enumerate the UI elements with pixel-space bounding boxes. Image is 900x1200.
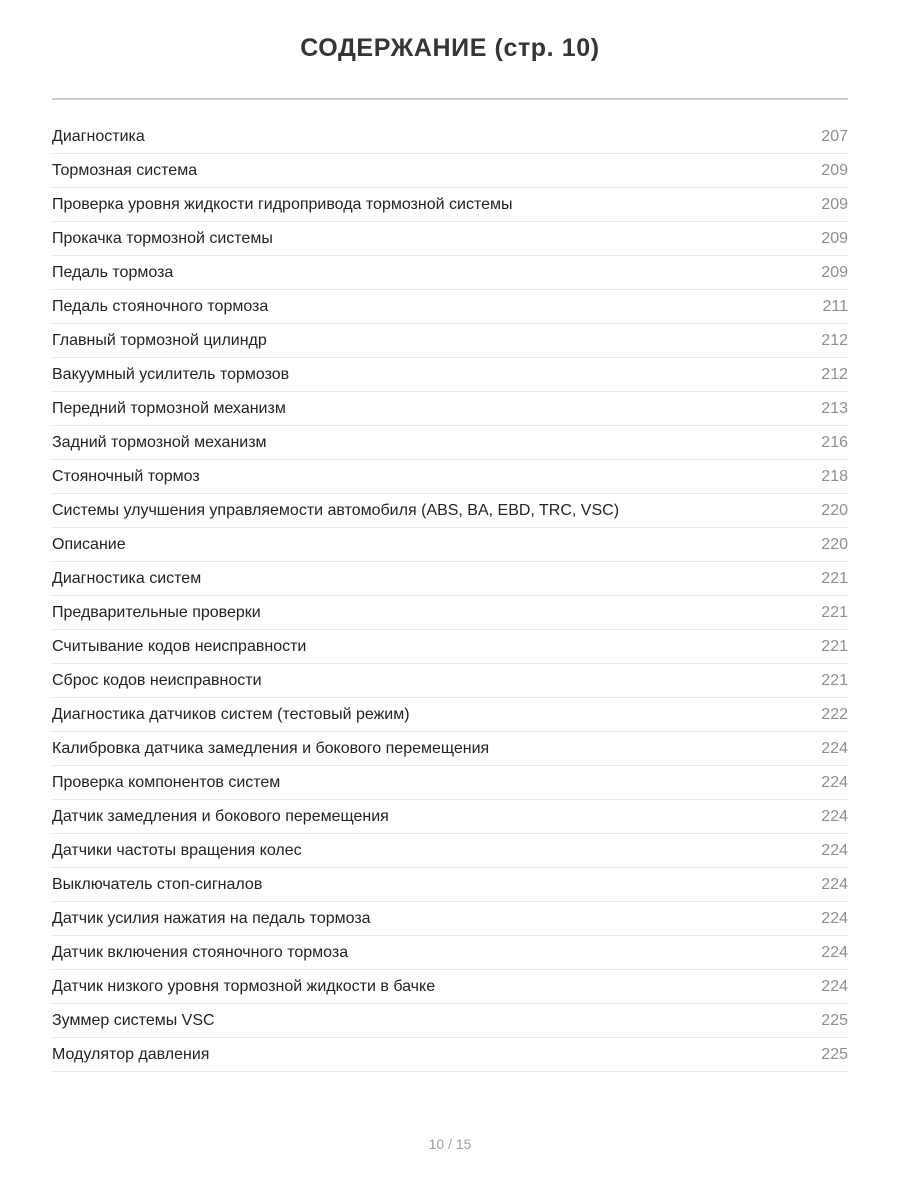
toc-entry-label: Калибровка датчика замедления и бокового перемещения [52, 739, 490, 757]
toc-row[interactable] [52, 290, 848, 324]
toc-row[interactable] [52, 188, 848, 222]
toc-entry-label: Тормозная система [52, 161, 198, 179]
toc-row[interactable] [52, 596, 848, 630]
toc-entry-label: Передний тормозной механизм [52, 399, 286, 417]
toc-row[interactable] [52, 698, 848, 732]
toc-entry-page: 213 [821, 399, 848, 417]
toc-entry-page: 220 [821, 535, 848, 553]
page-indicator: 10 / 15 [428, 1136, 472, 1152]
toc-entry-label: Сброс кодов неисправности [52, 671, 262, 689]
toc-row[interactable] [52, 936, 848, 970]
toc-entry-label: Датчик включения стояночного тормоза [52, 943, 349, 961]
toc-entry-page: 212 [821, 331, 848, 349]
toc-entry-page: 224 [821, 807, 848, 825]
toc-entry-label: Диагностика [52, 127, 145, 145]
title-divider [52, 98, 848, 100]
toc-entry-page: 209 [821, 161, 848, 179]
toc-entry-label: Выключатель стоп-сигналов [52, 875, 263, 893]
toc-entry-label: Описание [52, 535, 126, 553]
toc-entry-label: Датчик низкого уровня тормозной жидкости в бачке [52, 977, 436, 995]
toc-entry-page: 209 [821, 195, 848, 213]
toc-entry-label: Датчик усилия нажатия на педаль тормоза [52, 909, 371, 927]
toc-entry-label: Проверка компонентов систем [52, 773, 281, 791]
toc-row[interactable] [52, 902, 848, 936]
toc-entry-label: Диагностика датчиков систем (тестовый режим) [52, 705, 410, 723]
toc-row[interactable] [52, 766, 848, 800]
toc-entry-label: Модулятор давления [52, 1045, 210, 1063]
toc-entry-page: 224 [821, 773, 848, 791]
toc-row[interactable] [52, 358, 848, 392]
toc-entry-page: 224 [821, 841, 848, 859]
toc-entry-label: Датчики частоты вращения колес [52, 841, 302, 859]
toc-entry-label: Датчик замедления и бокового перемещения [52, 807, 389, 825]
toc-entry-label: Педаль тормоза [52, 263, 174, 281]
toc-entry-page: 224 [821, 977, 848, 995]
toc-entry-page: 224 [821, 943, 848, 961]
toc-row[interactable] [52, 256, 848, 290]
toc-row[interactable] [52, 426, 848, 460]
page-title: СОДЕРЖАНИЕ (стр. 10) [300, 34, 600, 62]
toc-entry-label: Считывание кодов неисправности [52, 637, 307, 655]
toc-entry-page: 221 [821, 569, 848, 587]
toc-entry-page: 209 [821, 263, 848, 281]
toc-entry-label: Задний тормозной механизм [52, 433, 267, 451]
toc-entry-page: 221 [821, 603, 848, 621]
toc-row[interactable] [52, 800, 848, 834]
toc-row[interactable] [52, 868, 848, 902]
toc-row[interactable] [52, 1038, 848, 1072]
toc-entry-page: 224 [821, 909, 848, 927]
toc-row[interactable] [52, 460, 848, 494]
toc-entry-label: Вакуумный усилитель тормозов [52, 365, 290, 383]
toc-row[interactable] [52, 1004, 848, 1038]
toc-entry-label: Диагностика систем [52, 569, 202, 587]
toc-row[interactable] [52, 970, 848, 1004]
toc-entry-page: 224 [821, 875, 848, 893]
toc-entry-page: 207 [821, 127, 848, 145]
toc-row[interactable] [52, 834, 848, 868]
toc-entry-label: Стояночный тормоз [52, 467, 200, 485]
toc-row[interactable] [52, 732, 848, 766]
toc-entry-page: 221 [821, 637, 848, 655]
toc-row[interactable] [52, 324, 848, 358]
toc-row[interactable] [52, 630, 848, 664]
toc-row[interactable] [52, 528, 848, 562]
toc-entry-page: 216 [821, 433, 848, 451]
toc-row[interactable] [52, 222, 848, 256]
toc-row[interactable] [52, 562, 848, 596]
toc-row[interactable] [52, 154, 848, 188]
toc-entry-label: Системы улучшения управляемости автомобиля (ABS, BA, EBD, TRC, VSC) [52, 501, 620, 519]
toc-entry-page: 221 [821, 671, 848, 689]
toc-row[interactable] [52, 494, 848, 528]
toc-entry-label: Главный тормозной цилиндр [52, 331, 267, 349]
toc-entry-page: 218 [821, 467, 848, 485]
toc-entry-label: Прокачка тормозной системы [52, 229, 273, 247]
toc-entry-page: 212 [821, 365, 848, 383]
toc-entry-page: 222 [821, 705, 848, 723]
toc-row[interactable] [52, 392, 848, 426]
toc-row[interactable] [52, 664, 848, 698]
toc-entry-label: Педаль стояночного тормоза [52, 297, 269, 315]
toc-entry-label: Зуммер системы VSC [52, 1011, 215, 1029]
toc-entry-page: 225 [821, 1011, 848, 1029]
toc-entry-page: 211 [822, 297, 848, 315]
toc-entry-label: Предварительные проверки [52, 603, 261, 621]
toc-row[interactable] [52, 120, 848, 154]
toc-entry-page: 220 [821, 501, 848, 519]
toc-entry-label: Проверка уровня жидкости гидропривода тормозной системы [52, 195, 513, 213]
toc-entry-page: 224 [821, 739, 848, 757]
toc-entry-page: 225 [821, 1045, 848, 1063]
toc-entry-page: 209 [821, 229, 848, 247]
toc-list [52, 120, 848, 1072]
